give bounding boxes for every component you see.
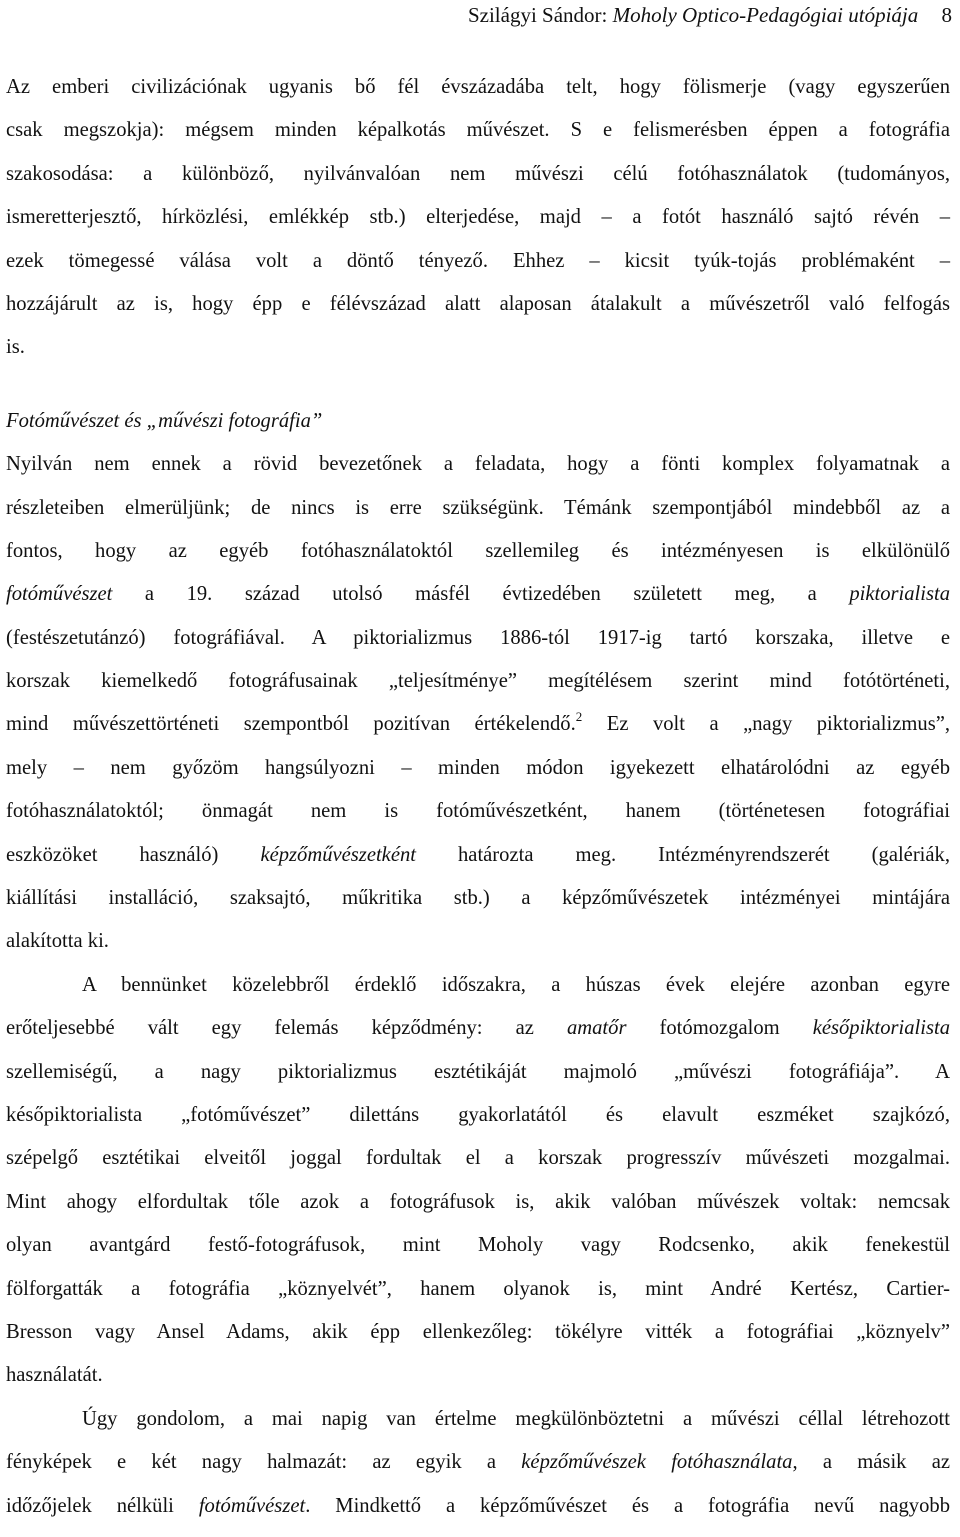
- italic-term: fotóművészet: [198, 1494, 306, 1517]
- text-line: [6, 1007, 950, 1050]
- text-line: [6, 573, 950, 616]
- text-line: hozzájárult az is, hogy épp e félévszázad alatt alaposan átalakult a művészetről való felfogás: [6, 292, 950, 315]
- text-line: szellemiségű, a nagy piktorializmus esztétikáját majmoló „művészi fotográfiája”. A: [6, 1060, 950, 1083]
- text-run: időzőjelek nélküli: [6, 1494, 199, 1517]
- text-line: [6, 1441, 950, 1484]
- text-line: szépelgő esztétikai elveitől joggal fordultak el a korszak progresszív művészeti mozgalmai.: [6, 1147, 950, 1170]
- paragraph-3: [6, 964, 950, 1398]
- document-body: [6, 66, 950, 1528]
- paragraph-gap: [6, 370, 950, 400]
- italic-term: későpiktorialista: [812, 1017, 950, 1040]
- text-run: Ez volt a „nagy piktorializmus”,: [582, 713, 951, 736]
- text-line: ismeretterjesztő, hírközlési, emlékkép stb.) elterjedése, majd – a fotót használó sajtó révén –: [6, 206, 950, 229]
- text-line: kiállítási installáció, szaksajtó, műkritika stb.) a képzőművészetek intézményei mintájára: [6, 887, 950, 910]
- text-line: ezek tömegessé válása volt a döntő tényező. Ehhez – kicsit tyúk-tojás problémaként –: [6, 249, 950, 272]
- text-run: fotómozgalom: [626, 1017, 813, 1040]
- text-run: erőteljesebbé vált egy felemás képződmény: az: [6, 1017, 567, 1040]
- text-line: [6, 1485, 950, 1528]
- text-line: alakította ki.: [6, 930, 109, 953]
- text-line: fontos, hogy az egyéb fotóhasználatoktól szellemileg és intézményesen is elkülönülő: [6, 539, 950, 562]
- text-run: , a másik az: [792, 1451, 950, 1474]
- text-line: [6, 703, 950, 746]
- text-line: Bresson vagy Ansel Adams, akik épp ellenkezőleg: tökélyre vitték a fotográfiai „köznyelv”: [6, 1320, 950, 1343]
- text-line: is.: [6, 336, 25, 359]
- text-line: korszak kiemelkedő fotográfusainak „teljesítménye” megítélésem szerint mind fotótörténeti,: [6, 670, 950, 693]
- section-heading: Fotóművészet és „művészi fotográfia”: [6, 409, 323, 432]
- text-line: fotóhasználatoktól; önmagát nem is fotóművészetként, hanem (történetesen fotográfiai: [6, 800, 950, 823]
- text-line: (festészetutánzó) fotográfiával. A piktorializmus 1886-tól 1917-ig tartó korszaka, illetve e: [6, 626, 950, 649]
- text-line: csak megszokja): mégsem minden képalkotás művészet. S e felismerésben éppen a fotográfia: [6, 119, 950, 142]
- text-run: eszközöket használó): [6, 843, 261, 866]
- text-run: határozta meg. Intézményrendszerét (galériák,: [415, 843, 950, 866]
- text-line: Mint ahogy elfordultak tőle azok a fotográfusok is, akik valóban művészek voltak: nemcsak: [6, 1190, 950, 1213]
- footnote-marker[interactable]: 2: [575, 709, 583, 725]
- text-line: használatát.: [6, 1364, 103, 1387]
- text-line: A bennünket közelebbről érdeklő időszakra, a húszas évek elejére azonban egyre: [82, 973, 950, 996]
- text-line: fölforgatták a fotográfia „köznyelvét”, hanem olyanok is, mint André Kertész, Cartier-: [6, 1277, 950, 1300]
- text-line: Az emberi civilizációnak ugyanis bő fél évszázadába telt, hogy fölismerje (vagy egyszerűen: [6, 76, 950, 98]
- running-header: [468, 2, 952, 28]
- text-line: olyan avantgárd festő-fotográfusok, mint Moholy vagy Rodcsenko, akik fenekestül: [6, 1234, 950, 1257]
- text-line: későpiktorialista „fotóművészet” dilettáns gyakorlatától és elavult eszméket szajkózó,: [6, 1103, 950, 1126]
- text-run: mind művészettörténeti szempontból pozitívan értékelendő.: [6, 713, 576, 736]
- text-run: a 19. század utolsó másfél évtizedében született meg, a: [112, 583, 850, 606]
- text-line: szakosodása: a különböző, nyilvánvalóan nem művészi célú fotóhasználatok (tudományos,: [6, 162, 950, 185]
- paragraph-4: [6, 1398, 950, 1528]
- text-run: fényképek e két nagy halmazát: az egyik a: [6, 1451, 522, 1474]
- text-line: Úgy gondolom, a mai napig van értelme megkülönböztetni a művészi céllal létrehozott: [82, 1407, 950, 1430]
- paragraph-2: [6, 443, 950, 964]
- text-run: . Mindkettő a képzőművészet és a fotográfia nevű nagyobb: [305, 1494, 950, 1517]
- text-line: Nyilván nem ennek a rövid bevezetőnek a feladata, hogy a fönti komplex folyamatnak a: [6, 453, 950, 476]
- page-number: 8: [941, 3, 952, 27]
- italic-term: piktorialista: [849, 583, 950, 606]
- text-line: részleteiben elmerüljünk; de nincs is erre szükségünk. Témánk szempontjából mindebből az a: [6, 496, 950, 519]
- paragraph-1: [6, 66, 950, 370]
- italic-term: képzőművészek fotóhasználata: [521, 1451, 793, 1474]
- header-title: Moholy Optico-Pedagógiai utópiája: [612, 3, 919, 27]
- text-line: mely – nem győzöm hangsúlyozni – minden módon igyekezett elhatárolódni az egyéb: [6, 756, 950, 779]
- italic-term: fotóművészet: [6, 583, 113, 606]
- header-author: Szilágyi Sándor:: [467, 3, 608, 27]
- text-line: [6, 834, 950, 877]
- italic-term: amatőr: [566, 1017, 627, 1040]
- italic-term: képzőművészetként: [260, 843, 416, 866]
